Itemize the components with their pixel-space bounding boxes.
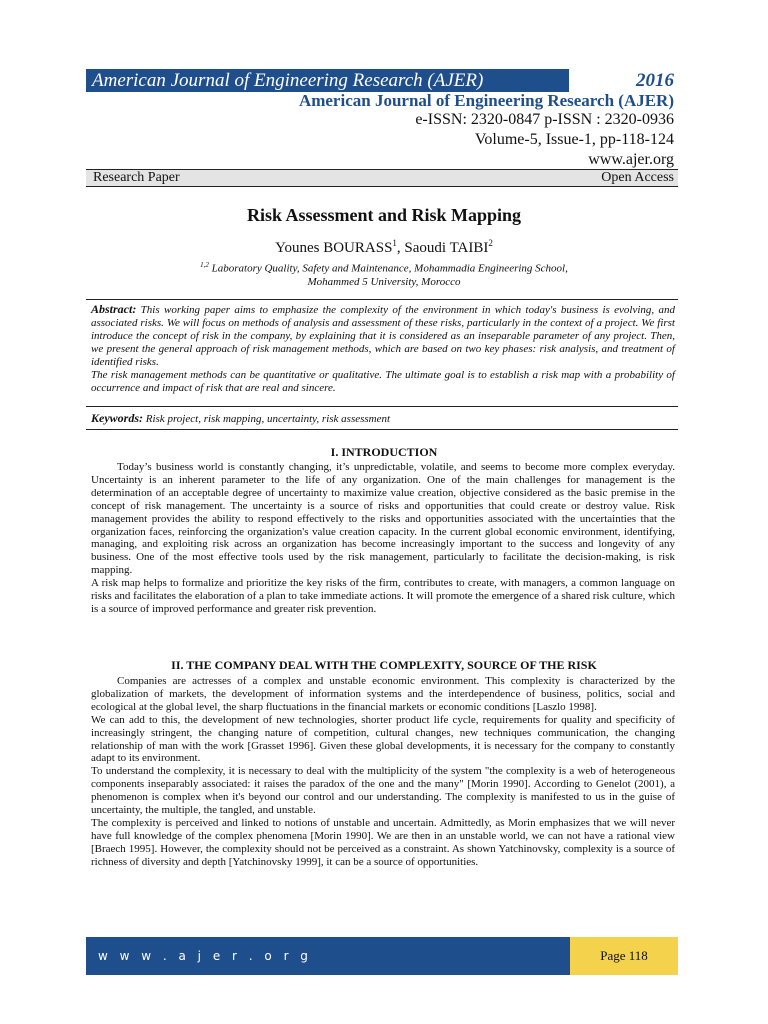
abstract-text-1: This working paper aims to emphasize the complexity of the environment in which today's business is evolving, and associated risks. We will focus on methods of analysis and assessment of these risks, particularly in the context of a project. We first introduce the concept of risk in the company, by explaining that it is considered as an inseparable parameter of any project. Then, we present the general approach of risk management methods, which are based on two key phases: risk analysis, and treatment of identified risks. <box>91 304 675 368</box>
abstract-block <box>91 303 675 395</box>
page-footer <box>86 937 678 975</box>
section-2-paragraph: We can add to this, the development of new technologies, shorter product life cycle, requirements for quality and specificity of increasingly stringent, the changing nature of competition, cultural changes, new techniques communication, the changing relationship of man with the work [Grasset 1996]. Given these global developments, it is necessary for the company to constantly adapt to its environment. <box>91 713 675 765</box>
footer-website[interactable]: w w w . a j e r . o r g <box>86 937 570 975</box>
journal-banner <box>86 69 678 92</box>
issn-line: e-ISSN: 2320-0847 p-ISSN : 2320-0936 <box>415 111 674 128</box>
section-2-paragraph: To understand the complexity, it is necessary to deal with the multiplicity of the system "the complexity is a web of heterogeneous components inseparably associated: it raises the paradox of the one and the many" [Morin 1990]. According to Genelot (2001), a phenomenon is complex when it's beyond our control and our understanding. The complexity is manifested to us in the guise of uncertainty, the multiple, the tangled, and unstable. <box>91 765 675 817</box>
section-2-body <box>91 675 675 869</box>
banner-year: 2016 <box>569 69 678 92</box>
page-number: Page 118 <box>570 937 678 975</box>
banner-journal-name: American Journal of Engineering Research (AJER) <box>86 69 569 92</box>
author-1: Younes BOURASS <box>275 240 393 256</box>
section-2-heading: II. THE COMPANY DEAL WITH THE COMPLEXITY, SOURCE OF THE RISK <box>171 658 597 672</box>
journal-title: American Journal of Engineering Research (AJER) <box>298 91 674 110</box>
paper-type-bar <box>86 169 678 187</box>
abstract-top-rule <box>86 299 678 300</box>
section-1-body <box>91 461 675 616</box>
section-1-paragraph: A risk map helps to formalize and prioritize the key risks of the firm, contributes to create, with managers, a common language on risks and facilitates the elaboration of a plan to take immediate actions. It will promote the emergence of a shared risk culture, which is a source of improved performance and greater risk prevention. <box>91 577 675 615</box>
affiliation-sup: 1,2 <box>200 261 209 269</box>
section-1-heading: I. INTRODUCTION <box>330 445 438 459</box>
paper-type: Research Paper <box>93 170 180 185</box>
paper-title: Risk Assessment and Risk Mapping <box>246 205 522 225</box>
affiliation <box>0 259 768 289</box>
affiliation-line-1: Laboratory Quality, Safety and Maintenance, Mohammadia Engineering School, <box>208 262 568 275</box>
abstract-text-2: The risk management methods can be quantitative or qualitative. The ultimate goal is to establish a risk map with a probability of occurrence and impact of risk that are real and sincere. <box>91 369 675 394</box>
affiliation-line-2: Mohammed 5 University, Morocco <box>307 275 461 288</box>
section-2-paragraph: Companies are actresses of a complex and unstable economic environment. This complexity is characterized by the globalization of markets, the development of information systems and the interdependence of business, politics, social and ecological at the global level, the sharp fluctuations in the financial markets or economic conditions [Laszlo 1998]. <box>91 675 675 713</box>
author-1-sup: 1 <box>392 238 397 248</box>
keywords-bottom-rule <box>86 429 678 430</box>
section-2-paragraph: The complexity is perceived and linked to notions of unstable and uncertain. Admittedly, as Morin emphasizes that we will never have full knowledge of the complex phenomena [Morin 1990]. We are then in an unstable world, we can not have a rational view [Braech 1995]. However, the complexity should not be perceived as a constraint. As shown Yatchinovsky, complexity is a source of richness of diversity and depth [Yatchinovsky 1999], it can be a source of opportunities. <box>91 816 675 868</box>
abstract-bottom-rule <box>86 406 678 407</box>
author-2-sup: 2 <box>488 238 493 248</box>
author-line <box>0 238 768 257</box>
keywords-label: Keywords: <box>91 411 143 425</box>
section-1-paragraph: Today’s business world is constantly changing, it’s unpredictable, volatile, and seems to become more complex everyday. Uncertainty is an inherent parameter to the life of any organization. One of the main challenges for management is the determination of an acceptable degree of uncertainty to maximize value creation, objective considered as the basic premise in the concept of risk management. The uncertainty is a source of risks and opportunities that could create or destroy value. Risk management provides the ability to respond effectively to the risks and opportunities associated with the uncertainties that the organization faces, reinforcing the organization's value creation capacity. In the current global economic environment, identifying, managing, and exploiting risk across an organization has become increasingly important to the success and longevity of any business. One of the most effective tools used by the risk management, particularly to facilitate the decision-making, is risk mapping. <box>91 461 675 577</box>
abstract-label: Abstract: <box>91 302 137 316</box>
access-type: Open Access <box>601 170 674 185</box>
journal-website[interactable]: www.ajer.org <box>588 151 674 168</box>
keywords-text: Risk project, risk mapping, uncertainty, risk assessment <box>143 413 391 425</box>
keywords-line <box>91 411 675 426</box>
volume-line: Volume-5, Issue-1, pp-118-124 <box>474 131 674 148</box>
author-2: , Saoudi TAIBI <box>396 240 489 256</box>
